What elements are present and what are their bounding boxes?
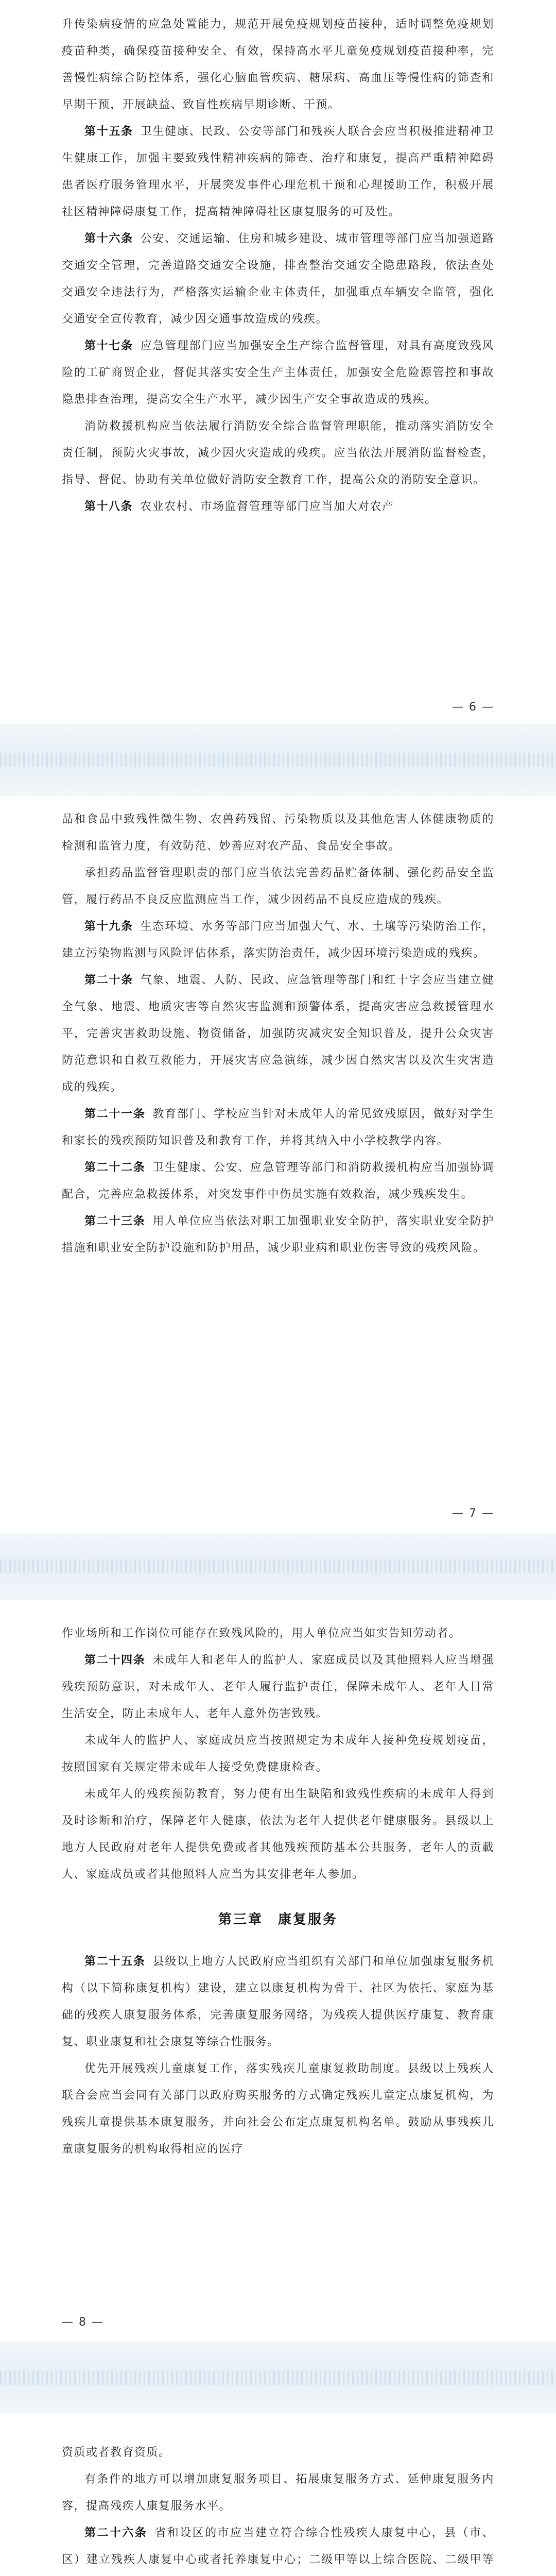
paragraph-text: 优先开展残疾儿童康复工作，落实残疾儿童康复救助制度。县级以上残疾人联合会应当会同有关部门以政府购买服务的方式确定残疾儿童定点康复机构，为残疾儿童提供基本康复服务，并向社会公布定点康复机构名单。鼓励从事残疾儿童康复服务的机构取得相应的医疗: [62, 2062, 494, 2156]
page-number: — 7 —: [452, 1507, 494, 1520]
article-number: 第十八条: [84, 500, 133, 513]
article-number: 第十七条: [84, 340, 133, 352]
article-number: 第十六条: [84, 232, 133, 245]
paragraph: [62, 118, 494, 226]
page-7-body: [62, 806, 494, 1262]
chapter-title: 第三章 康复服务: [218, 1912, 338, 1927]
paragraph: [62, 11, 494, 118]
article-number: 第二十三条: [84, 1215, 146, 1228]
page-8-body: [62, 1620, 494, 2163]
paragraph-text: 农业农村、市场监督管理等部门应当加大对农产: [140, 500, 394, 513]
paragraph: [62, 1727, 494, 1781]
paragraph-text: 作业场所和工作岗位可能存在致残风险的，用人单位应当如实告知劳动者。: [62, 1627, 461, 1640]
paragraph-text: 教育部门、学校应当针对未成年人的常见致残原因，做好对学生和家长的残疾预防知识普及和教育工作，并将其纳入中小学校教学内容。: [62, 1108, 494, 1147]
paragraph: [62, 2520, 494, 2576]
paragraph: [62, 333, 494, 413]
paragraph-text: 品和食品中致残性微生物、农兽药残留、污染物质以及其他危害人体健康物质的检测和监管力度，有效防范、妙善应对农产品、食品安全事故。: [62, 813, 494, 853]
paragraph-text: 用人单位应当依法对职工加强职业安全防护，落实职业安全防护措施和职业安全防护设施和防护用品，减少职业病和职业伤害导致的残疾风险。: [62, 1215, 494, 1255]
page-8-before: [62, 1620, 494, 1888]
page-number: — 8 —: [62, 2316, 104, 2329]
page-8: [0, 1600, 556, 2342]
article-number: 第二十六条: [84, 2527, 148, 2539]
article-number: 第十九条: [84, 920, 133, 933]
paragraph-text: 气象、地震、人防、民政、应急管理等部门和红十字会应当建立健全气象、地震、地质灾害等自然灾害监测和预警体系，提高灾害应急救援管理水平，完善灾害救助设施、物资储备，加强防灾减灾安全知识普及，提升公众灾害防范意识和自救互救能力，开展灾害应急演练，减少因自然灾害以及次生灾害造成的残疾。: [62, 974, 494, 1094]
article-number: 第二十条: [84, 974, 133, 987]
paragraph-text: 生态环境、水务等部门应当加强大气、水、土壤等污染防治工作，建立污染物监测与风险评估体系，落实防治责任，减少因环境污染造成的残疾。: [62, 920, 494, 960]
paragraph: [62, 1781, 494, 1888]
page-separator: [0, 1533, 556, 1600]
page-7: [0, 796, 556, 1533]
page-separator: [0, 2342, 556, 2414]
paragraph-text: 县级以上地方人民政府应当组织有关部门和单位加强康复服务机构（以下简称康复机构）建设，建立以康复机构为骨干、社区为依托、家庭为基础的残疾人康复服务体系，完善康复服务网络，为残疾人提供医疗康复、教育康复、职业康复和社会康复等综合性服务。: [62, 1955, 494, 2048]
paragraph: [62, 1647, 494, 1727]
paragraph: [62, 1208, 494, 1262]
article-number: 第二十二条: [84, 1161, 146, 1174]
paragraph: [62, 806, 494, 860]
paragraph-text: 未成年人的监护人、家庭成员应当按照规定为未成年人接种免疫规划疫苗，按照国家有关规定带未成年人接受免费健康检查。: [62, 1734, 494, 1774]
page-6-body: [62, 11, 494, 520]
paragraph: [62, 2466, 494, 2520]
paragraph: [62, 860, 494, 913]
paragraph-text: 卫生健康、民政、公安等部门和残疾人联合会应当积极推进精神卫生健康工作，加强主要致残性精神疾病的筛查、治疗和康复，提高严重精神障碍患者医疗服务管理水平，开展突发事件心理危机干预和心理援助工作，积极开展社区精神障碍康复工作，提高精神障碍社区康复服务的可及性。: [62, 125, 494, 218]
page-number: — 6 —: [452, 701, 494, 714]
article-number: 第十五条: [84, 125, 133, 138]
page-8-after: [62, 1948, 494, 2163]
paragraph-text: 消防救援机构应当依法履行消防安全综合监督管理职能，推动落实消防安全责任制，预防火灾事故，减少因火灾造成的残疾。应当依法开展消防监督检查，指导、督促、协助有关单位做好消防安全教育工作，提高公众的消防安全意识。: [62, 420, 494, 486]
article-number: 第二十四条: [84, 1654, 146, 1667]
paragraph: [62, 2439, 494, 2466]
paragraph-text: 承担药品监督管理职责的部门应当依法完善药品贮备体制、强化药品安全监管，履行药品不良反应监测应当工作，减少因药品不良反应造成的残疾。: [62, 867, 494, 906]
paragraph: [62, 413, 494, 494]
paragraph-text: 有条件的地方可以增加康复服务项目、拓展康复服务方式、延伸康复服务内容，提高残疾人康复服务水平。: [62, 2473, 494, 2513]
paragraph: [62, 1101, 494, 1155]
paragraph-text: 公安、交通运输、住房和城乡建设、城市管理等部门应当加强道路交通安全管理，完善道路交通安全设施，排查整治交通安全隐患路段，依法查处交通安全违法行为，严格落实运输企业主体责任，加强重点车辆安全监管，强化交通安全宣传教育，减少因交通事故造成的残疾。: [62, 232, 494, 326]
page-9: [0, 2414, 556, 2576]
paragraph-text: 未成年人和老年人的监护人、家庭成员以及其他照料人应当增强残疾预防意识，对未成年人、老年人履行监护责任，保障未成年人、老年人日常生活安全，防止未成年人、老年人意外伤害致残。: [62, 1654, 494, 1720]
page-6: [0, 0, 556, 724]
paragraph: [62, 913, 494, 967]
paragraph: [62, 967, 494, 1101]
paragraph-text: 升传染病疫情的应急处置能力，规范开展免疫规划疫苗接种，适时调整免疫规划疫苗种类，确保疫苗接种安全、有效，保持高水平儿童免疫规划疫苗接种率，完善慢性病综合防控体系，强化心脑血管疾病、糖尿病、高血压等慢性病的筛查和早期干预，开展缺益、致盲性疾病早期诊断、干预。: [62, 18, 494, 111]
paragraph-text: 卫生健康、公安、应急管理等部门和消防救援机构应当加强协调配合，完善应急救援体系，对突发事件中伤员实施有效救治，减少残疾发生。: [62, 1161, 494, 1201]
paragraph-text: 资质或者教育资质。: [62, 2446, 171, 2459]
paragraph: [62, 2056, 494, 2163]
paragraph-text: 应急管理部门应当加强安全生产综合监督管理，对具有高度致残风险的工矿商贸企业，督促其落实安全生产主体责任，加强安全危险源管控和事故隐患排查治理，提高安全生产水平，减少因生产安全事故造成的残疾。: [62, 340, 494, 406]
paragraph: [62, 1948, 494, 2056]
page-9-body: [62, 2439, 494, 2576]
paragraph-text: 省和设区的市应当建立符合综合性残疾人康复中心，县（市、区）建立残疾人康复中心或者托养康复中心；二级甲等以上综合医院、二级甲等: [62, 2527, 494, 2566]
article-number: 第二十五条: [84, 1955, 146, 1968]
paragraph: [62, 226, 494, 333]
paragraph: [62, 1620, 494, 1647]
paragraph-text: 未成年人的残疾预防教育，努力使有出生缺陷和致残性疾病的未成年人得到及时诊断和治疗，保障老年人健康，依法为老年人提供老年健康服务。县级以上地方人民政府对老年人提供免费或者其他残疾预防基本公共服务，老年人的贡載人、家庭成员或者其他照料人应当为其安排老年人参加。: [62, 1788, 494, 1881]
page-separator: [0, 724, 556, 796]
paragraph: [62, 1155, 494, 1208]
paragraph: [62, 494, 494, 520]
article-number: 第二十一条: [84, 1108, 146, 1121]
